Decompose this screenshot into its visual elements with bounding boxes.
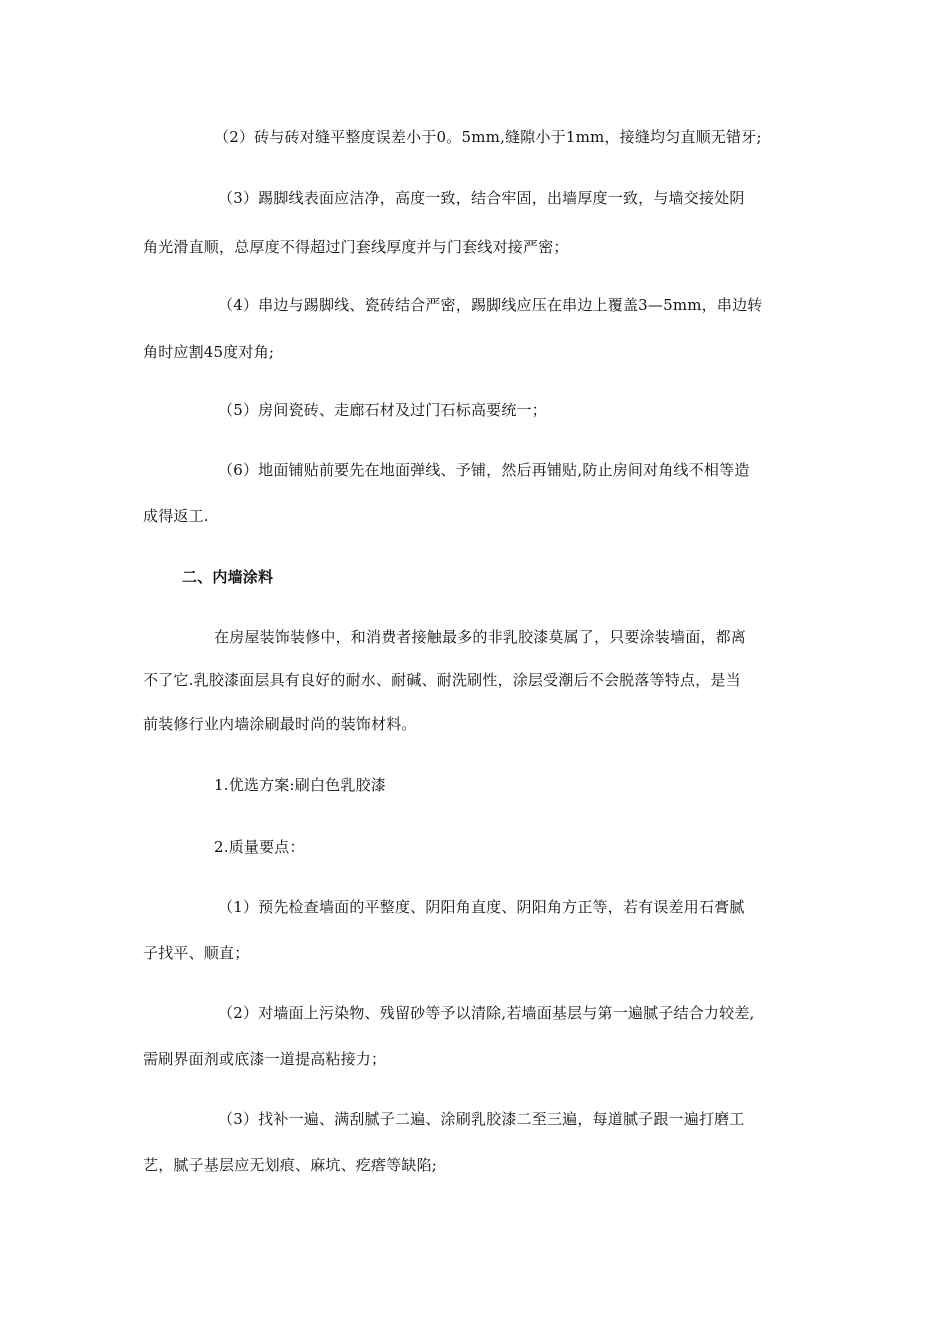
paragraph-intro-line-1: 在房屋装饰装修中，和消费者接触最多的非乳胶漆莫属了，只要涂装墙面，都离 [214,628,747,646]
paragraph-wall-check-line-1: （1）预先检查墙面的平整度、阴阳角直度、阴阳角方正等，若有误差用石膏腻 [218,898,745,916]
paragraph-wall-check-line-2: 子找平、顺直； [143,944,250,962]
paragraph-intro-line-3: 前装修行业内墙涂刷最时尚的装饰材料。 [143,715,417,733]
paragraph-skirting-line-2: 角光滑直顺，总厚度不得超过门套线厚度并与门套线对接严密； [143,238,569,256]
paragraph-putty-process-line-1: （3）找补一遍、满刮腻子二遍、涂刷乳胶漆二至三遍，每道腻子跟一遍打磨工 [218,1110,745,1128]
paragraph-wall-clean-line-2: 需刷界面剂或底漆一道提高粘接力； [143,1050,387,1068]
paragraph-elevation-unified: （5）房间瓷砖、走廊石材及过门石标高要统一； [218,401,547,419]
list-item-preferred-plan: 1.优选方案:刷白色乳胶漆 [214,776,386,794]
paragraph-intro-line-2: 不了它.乳胶漆面层具有良好的耐水、耐碱、耐洗刷性，涂层受潮后不会脱落等特点，是当 [143,671,741,689]
paragraph-floor-layout-line-2: 成得返工. [143,507,209,525]
paragraph-putty-process-line-2: 艺，腻子基层应无划痕、麻坑、疙瘩等缺陷; [143,1156,438,1174]
paragraph-floor-layout-line-1: （6）地面铺贴前要先在地面弹线、予铺，然后再铺贴,防止房间对角线不相等造 [218,461,750,479]
paragraph-border-edge-line-2: 角时应割45度对角; [143,343,275,361]
paragraph-skirting-line-1: （3）踢脚线表面应洁净，高度一致，结合牢固，出墙厚度一致，与墙交接处阴 [218,189,745,207]
paragraph-tile-seam-flatness: （2）砖与砖对缝平整度误差小于0。5mm,缝隙小于1mm，接缝均匀直顺无错牙; [214,128,762,146]
section-heading-interior-paint: 二、内墙涂料 [182,568,274,586]
list-item-quality-points: 2.质量要点： [214,838,305,856]
paragraph-wall-clean-line-1: （2）对墙面上污染物、残留砂等予以清除,若墙面基层与第一遍腻子结合力较差, [218,1004,755,1022]
paragraph-border-edge-line-1: （4）串边与踢脚线、瓷砖结合严密，踢脚线应压在串边上覆盖3—5mm，串边转 [218,296,763,314]
